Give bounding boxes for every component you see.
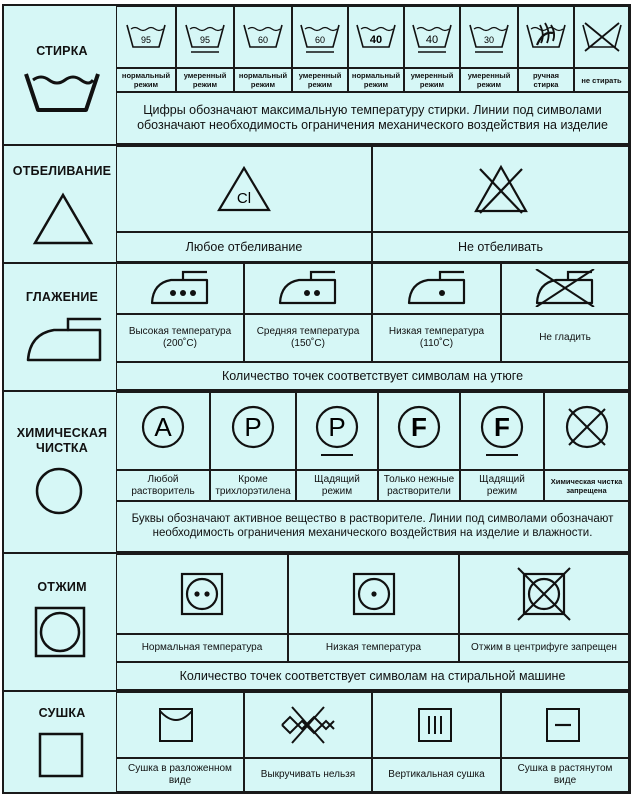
solvent-circle-icon (478, 403, 526, 459)
wash-caption-cell (292, 68, 348, 92)
svg-text:Cl: Cl (236, 190, 252, 207)
circle-icon (34, 466, 84, 516)
dry-caption-cell (372, 758, 501, 792)
no-wash-icon (579, 19, 625, 55)
bleach-any-label-cell (116, 232, 372, 262)
dry-caption-cell (501, 758, 629, 792)
bleach-any-label: Любое отбеливание (185, 239, 303, 254)
dry-symbol-cell (372, 692, 501, 758)
spin-caption-cell (288, 634, 459, 662)
wash-tub-icon (24, 70, 100, 114)
wash-caption: нормальный режим (238, 71, 288, 89)
iron-symbol-cell (244, 262, 372, 314)
wash-symbol-cell (176, 6, 234, 68)
dry-clean-caption: Щадящий режим (479, 474, 525, 497)
wash-caption-cell (116, 68, 176, 92)
solvent-letter: P (328, 412, 346, 442)
iron-caption-cell (116, 314, 244, 362)
wash-temp-label: 95 (199, 35, 211, 45)
wash-tub-icon (297, 19, 343, 55)
dry-clean-caption: Щадящий режим (314, 474, 360, 497)
dry-clean-section-title: ХИМИЧЕСКАЯ ЧИСТКА (16, 426, 108, 455)
square-circle-icon (34, 606, 86, 658)
wash-caption-cell (348, 68, 404, 92)
wash-tub-icon (353, 19, 399, 55)
iron-caption: Средняя температура (256, 326, 360, 337)
solvent-circle-icon (139, 403, 187, 459)
flat-dry-icon (150, 703, 210, 747)
iron-note (116, 362, 629, 390)
dry-caption: Сушка в разложенном виде (128, 763, 232, 786)
wash-symbol-cell (460, 6, 518, 68)
wash-section-title: СТИРКА (36, 44, 88, 58)
dry-clean-caption-cell (544, 470, 629, 502)
spin-caption-cell (459, 634, 629, 662)
iron-caption-cell (372, 314, 501, 362)
dry-caption: Вертикальная сушка (388, 769, 485, 780)
iron-dots-icon (149, 269, 211, 307)
spin-symbol-cell (459, 554, 629, 634)
dry-clean-symbol-cell (116, 392, 210, 470)
spin-note (116, 662, 629, 690)
wash-symbol-cell (234, 6, 292, 68)
spin-dots-icon (346, 566, 402, 622)
wash-temp-label: 30 (483, 35, 495, 45)
wash-temp-label: 95 (140, 35, 152, 45)
spin-symbol-cell (288, 554, 459, 634)
no-wring-icon (278, 703, 338, 747)
iron-note-text: Количество точек соответствует символам на утюге (221, 368, 524, 383)
wash-caption-cell (404, 68, 460, 92)
dry-clean-symbol-cell (296, 392, 378, 470)
wash-caption: умеренный режим (410, 71, 454, 89)
dry-clean-caption-cell (378, 470, 460, 502)
spin-caption: Низкая температура (325, 642, 422, 653)
dry-caption: Выкручивать нельзя (260, 769, 356, 780)
solvent-letter: F (494, 412, 510, 442)
iron-dots-icon (406, 269, 468, 307)
spin-note-text: Количество точек соответствует символам на стиральной машине (179, 668, 566, 683)
iron-caption-cell (501, 314, 629, 362)
wash-symbol-cell (116, 6, 176, 68)
solvent-circle-icon (313, 403, 361, 459)
bleach-any-symbol-cell (116, 146, 372, 232)
spin-dots-icon (174, 566, 230, 622)
no-dry-clean-icon (563, 403, 611, 459)
dry-clean-symbol-cell (378, 392, 460, 470)
dry-flat-stretched-icon (535, 703, 595, 747)
bleach-none-label: Не отбеливать (457, 239, 544, 254)
wash-caption: умеренный режим (298, 71, 342, 89)
solvent-circle-icon (229, 403, 277, 459)
dry-clean-caption-cell (116, 470, 210, 502)
spin-caption-cell (116, 634, 288, 662)
triangle-icon (32, 192, 94, 246)
no-iron-icon (534, 269, 596, 307)
triangle-cl-icon (217, 166, 271, 212)
dry-symbol-cell (116, 692, 244, 758)
wash-temp-label: 60 (314, 35, 326, 45)
dry-symbol-cell (501, 692, 629, 758)
dry-clean-caption-cell (460, 470, 544, 502)
bleach-none-label-cell (372, 232, 629, 262)
iron-symbol-cell (501, 262, 629, 314)
wash-caption-cell (518, 68, 574, 92)
wash-symbol-cell (348, 6, 404, 68)
wash-caption-cell (460, 68, 518, 92)
dry-section-title: СУШКА (38, 706, 86, 720)
iron-caption: Высокая температура (128, 326, 232, 337)
wash-tub-icon (240, 19, 286, 55)
dry-caption: Сушка в растянутом виде (517, 763, 613, 786)
wash-symbol-cell (404, 6, 460, 68)
wash-caption: не стирать (581, 75, 622, 85)
wash-caption: умеренный режим (467, 71, 511, 89)
wash-temp-label: 40 (425, 34, 439, 46)
wash-tub-icon (182, 19, 228, 55)
dry-clean-caption-cell (296, 470, 378, 502)
dry-symbol-cell (244, 692, 372, 758)
wash-caption-cell (574, 68, 629, 92)
dry-clean-symbol-cell (544, 392, 629, 470)
dry-caption-cell (116, 758, 244, 792)
wash-temp-label: 40 (369, 34, 383, 46)
dry-clean-caption: Химическая чистка запрещена (550, 477, 623, 495)
bleach-none-symbol-cell (372, 146, 629, 232)
wash-symbol-cell (518, 6, 574, 68)
spin-caption: Нормальная температура (141, 642, 263, 653)
square-icon (38, 732, 84, 778)
wash-caption: ручная стирка (532, 71, 560, 89)
bleach-section-title: ОТБЕЛИВАНИЕ (12, 164, 112, 178)
solvent-circle-icon (395, 403, 443, 459)
wash-temp-label: 60 (257, 35, 269, 45)
dry-clean-caption: Кроме трихлорэтилена (215, 474, 291, 497)
dry-clean-note (116, 500, 629, 552)
care-symbols-sheet (2, 4, 631, 794)
wash-tub-icon (123, 19, 169, 55)
dry-caption-cell (244, 758, 372, 792)
dry-clean-caption: Любой растворитель (131, 474, 195, 497)
iron-section-title: ГЛАЖЕНИЕ (25, 290, 99, 304)
dry-clean-note-text: Буквы обозначают активное вещество в растворителе. Линии под символами обозначают необходимость ограничения механического воздействия на изделие и влажности. (131, 513, 614, 539)
iron-temp: (150˚C) (291, 338, 325, 349)
wash-caption: нормальный режим (351, 71, 401, 89)
wash-caption: нормальный режим (121, 71, 171, 89)
iron-temp: (200˚C) (163, 338, 197, 349)
wash-symbol-cell (292, 6, 348, 68)
wash-note-text: Цифры обозначают максимальную температуру стирки. Линии под символами обозначают необходимость ограничения механического воздействия на изделие (137, 103, 608, 132)
wash-tub-icon (409, 19, 455, 55)
iron-caption-cell (244, 314, 372, 362)
dry-clean-caption: Только нежные растворители (383, 474, 455, 497)
iron-temp: (110˚C) (419, 338, 454, 349)
triangle-crossed-icon (474, 163, 528, 215)
spin-symbol-cell (116, 554, 288, 634)
dry-clean-symbol-cell (210, 392, 296, 470)
wash-caption-cell (234, 68, 292, 92)
wash-note (116, 92, 629, 144)
wash-tub-icon (466, 19, 512, 55)
iron-caption: Низкая температура (388, 326, 485, 337)
hand-wash-icon (523, 19, 569, 55)
wash-caption: умеренный режим (183, 71, 227, 89)
dry-clean-symbol-cell (460, 392, 544, 470)
iron-icon (24, 316, 104, 362)
wash-symbol-cell (574, 6, 629, 68)
wash-caption-cell (176, 68, 234, 92)
spin-section-title: ОТЖИМ (37, 580, 87, 594)
solvent-letter: F (411, 412, 427, 442)
solvent-letter: P (244, 412, 262, 442)
spin-caption: Отжим в центрифуге запрещен (471, 642, 617, 653)
solvent-letter: A (154, 412, 172, 442)
iron-caption: Не гладить (539, 332, 591, 343)
drip-dry-icon (407, 703, 467, 747)
no-spin-icon (516, 566, 572, 622)
iron-symbol-cell (372, 262, 501, 314)
dry-clean-caption-cell (210, 470, 296, 502)
iron-symbol-cell (116, 262, 244, 314)
iron-dots-icon (277, 269, 339, 307)
